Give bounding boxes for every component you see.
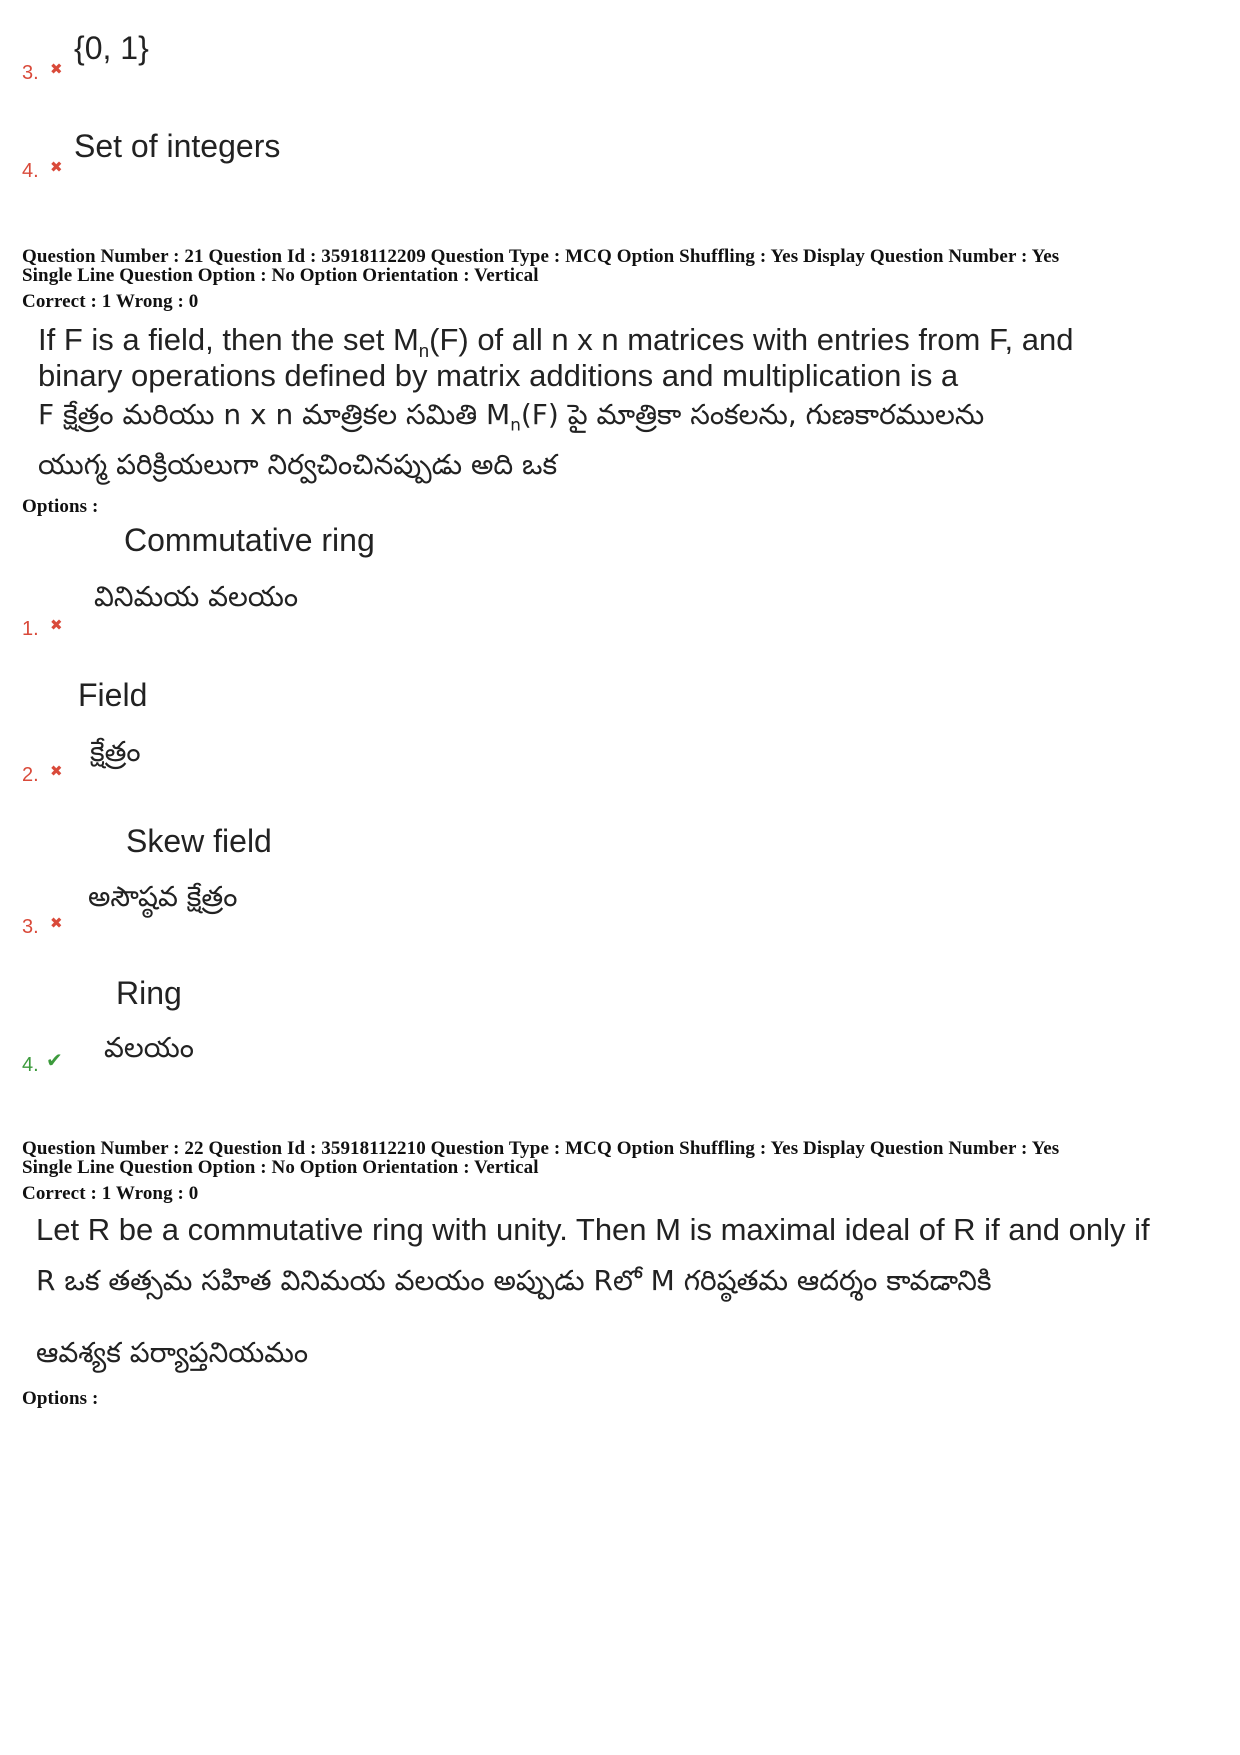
option-2-text-te: క్షేత్రం	[90, 735, 141, 768]
option-1-text-te: వినిమయ వలయం	[94, 580, 299, 613]
question-text-te-2: ఆవశ్యక పర్యాప్తనియమం	[36, 1336, 309, 1369]
question-marks: Correct : 1 Wrong : 0	[22, 291, 199, 312]
option-4-text-te: వలయం	[104, 1031, 194, 1064]
question-meta: Question Number : 21 Question Id : 35918112209 Question Type : MCQ Option Shuffling : Yes Display Question Number : Yes	[22, 246, 1060, 267]
option-4-text: Ring	[116, 975, 182, 1011]
question-text-te-2: యుగ్మ పరిక్రియలుగా నిర్వచించినప్పుడు అది ఒక	[38, 448, 558, 481]
option-4-number: 4.	[22, 1054, 39, 1076]
option-2-number: 2.	[22, 764, 39, 786]
question-meta: Question Number : 22 Question Id : 35918112210 Question Type : MCQ Option Shuffling : Yes Display Question Number : Yes	[22, 1138, 1060, 1159]
option-4-number: 4.	[22, 160, 39, 182]
question-text-en-1: If F is a field, then the set $M_n(F)$ of all n x n matrices with entries from F, and	[38, 322, 1074, 362]
cross-mark-icon: ✖	[50, 60, 63, 78]
cross-mark-icon: ✖	[50, 762, 63, 780]
check-mark-icon: ✔	[46, 1048, 63, 1072]
question-text-te-1: F క్షేత్రం మరియు n x n మాత్రికల సమితి $M_n(F)$ పై మాత్రికా సంకలను, గుణకారములను	[38, 398, 985, 435]
options-label: Options :	[22, 496, 99, 517]
option-4-text: Set of integers	[74, 128, 281, 164]
question-text-en-2: binary operations defined by matrix additions and multiplication is a	[38, 358, 959, 393]
option-3-text-te: అసౌష్ఠవ క్షేత్రం	[88, 880, 238, 913]
question-text-te-1: R ఒక తత్సమ సహిత వినిమయ వలయం అప్పుడు Rలో M గరిష్ఠతమ ఆదర్శం కావడానికి	[36, 1264, 992, 1297]
options-label: Options :	[22, 1388, 99, 1409]
cross-mark-icon: ✖	[50, 158, 63, 176]
cross-mark-icon: ✖	[50, 914, 63, 932]
option-2-text: Field	[78, 677, 148, 713]
option-3-number: 3.	[22, 62, 39, 84]
option-3-text: {0, 1}	[74, 30, 149, 66]
question-text-en: Let R be a commutative ring with unity. Then M is maximal ideal of R if and only if	[36, 1212, 1150, 1247]
cross-mark-icon: ✖	[50, 616, 63, 634]
option-3-text: Skew field	[126, 823, 272, 859]
option-1-number: 1.	[22, 618, 39, 640]
option-1-text: Commutative ring	[124, 522, 375, 558]
question-meta-2: Single Line Question Option : No Option Orientation : Vertical	[22, 1157, 539, 1178]
question-meta-2: Single Line Question Option : No Option Orientation : Vertical	[22, 265, 539, 286]
option-3-number: 3.	[22, 916, 39, 938]
question-marks: Correct : 1 Wrong : 0	[22, 1183, 199, 1204]
